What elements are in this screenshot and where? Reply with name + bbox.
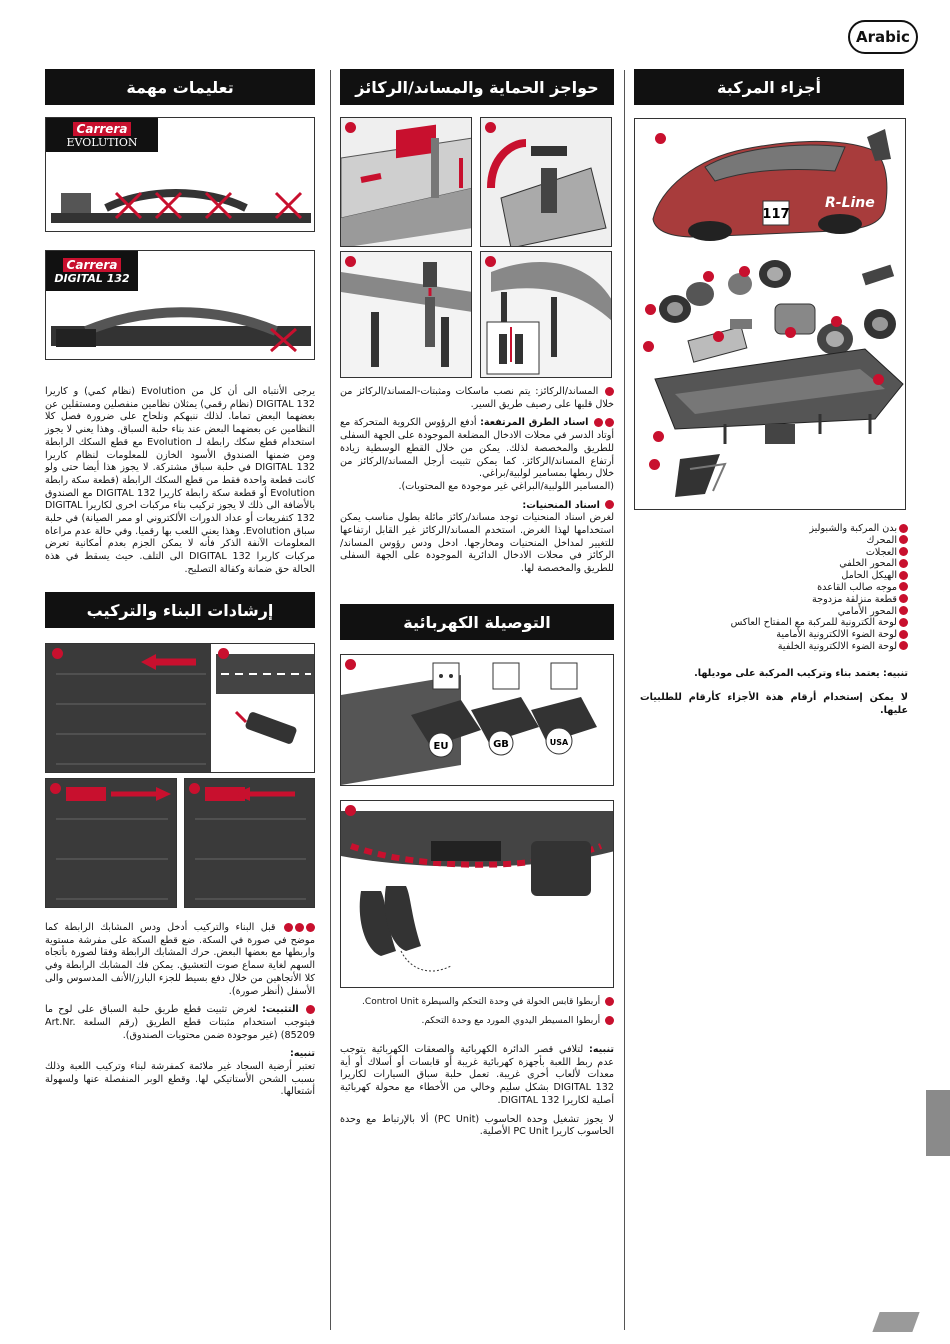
elevated-pier-photo xyxy=(340,251,472,378)
language-badge: Arabic xyxy=(848,20,918,54)
control-unit-photo xyxy=(340,800,614,988)
car-exploded-illustration xyxy=(635,119,906,510)
legend-item: بدن المركبة والشبوليز xyxy=(640,523,908,535)
power-steps: أربطوا قابس الحولة في وحدة التحكم والسيطرة Control Unit. أربطوا المسيطر اليدوي المورد مع وحدة التحكم. xyxy=(340,996,614,1033)
elevated-pier-illustration xyxy=(341,252,472,378)
curve-pier-illustration xyxy=(481,252,612,378)
section-header-important: تعليمات مهمة xyxy=(45,69,315,105)
plug-label-usa: USA xyxy=(549,738,569,747)
guardrail-photo xyxy=(340,117,472,247)
photo-marker xyxy=(50,783,61,794)
clip-slide-illustration-1 xyxy=(46,779,177,908)
photo-marker xyxy=(345,659,356,670)
callout-7 xyxy=(785,327,796,338)
evolution-photo xyxy=(45,117,315,232)
piers-text: المساند/الركائز: يتم نصب ماسكات ومثبتات-المساند/الركائز من خلال قلبها على رصيف طريق السير. اسناد الطرق المرتفعة: أدفع الرؤوس الكروية المتحركة مع أوتاد الدسر في محلات الادخال المضلعة الموجودة على الجهة السفلى للطريق والمخصصة لذلك. يمكن من خلال القطع الوسطية زيادة أرتفاع المساند/الركائز. كما يمكن تثبيت أرجل المساند/الركائز من خلال ربطها بمسامير لولبية/براغي. (المسامير اللولبية/البراغي غير موجودة مع المحتويات). اسناد المنحنيات: لغرض اسناد المنحنيات توجد مساند/ركائز مائلة بطول مناسب يمكن استخدامها لهذا الغرض. استخدم المساند/الركائز غير القابل ارتفاعها للتغيير لمداخل المنحنيات ومخارجها. ادخل ودس رؤوس المساند/الركائز في محلات الادخال الدائرية الموجودة على الجهة السفلى للطريق والمخصصة لها. xyxy=(340,386,614,575)
page-corner-mark xyxy=(872,1312,919,1332)
legend-item: موجه صالب القاعدة xyxy=(640,582,908,594)
photo-marker xyxy=(345,122,356,133)
important-text: يرجى الأنتباه الى أن كل من Evolution (نظام كمي) و كاريرا DIGITAL 132 (نظام رقمي) يمثلان نظامين منفصلين ومستقلين عن بعضهما البعض تماما. لذلك ننبهكم ونلحاح على ضرورة فصل كلا النظامين عن بعضهما البعض عند بناء حلبة السباق. وهذا يعني لا يجوز استخدام قطع سكك رابطة لـ Evolution مع قطع السكك الرابطة ومن ضمنها الصندوق الأسود الخازن للمعلومات لنظام كاريرا DIGITAL 132 في حلبة سباق مشتركة. لا يجوز هذا أيضا حتى ولو كانت قطعة واحدة فقط من قطع السكك الرابطة (قطعة سكة رابطة Evolution أو قطعة سكة رابطة كاريرا DIGITAL 132 مع الصندوق بالأضافة الى ذلك لا يجوز تركيب بناء مركبات اخرى لكاريرا DIGITAL 132 كتفريعات أو عداد الدورات الألكتروني او ممر الصيانة) في حلبة سباق Evolution. وهذا يعني اللعب بها رقميا. وفي حالة عدم مراعاة المعلومات الآنفة الذكر فأنه لا يمكن الجزم بعدم أمكانية تعرض مركبات كاريرا DIGITAL 132 الى التلف. حيث يسقط في هذة الحالة حق ضمانة وكفالة التصليح. xyxy=(45,386,315,575)
callout-9 xyxy=(653,431,664,442)
pier-photo xyxy=(480,117,612,247)
assembly-photo-2 xyxy=(45,778,177,908)
assembly-text: قبل البناء والتركيب أدخل ودس المشابك الرابطة كما موضح في صورة في السكة. ضع قطع السكة على مفرشة مستوية واربطها مع بعضها البعض. حرك المشابك الرابطة وفقا لصورة بأتجاه السهم لغاية سماع صوت التعشيق. يمكن فك المشابك الرابطة وفي كلا الأتجاهين من خلال دفع بسيط للجزء البارز/الأنف المدسوس والى الأسفل (أنظر صورة). التثبيت: لغرض تثبيت قطع طريق حلبة السباق على لوح ما فيتوجب استخدام مثبتات قطع الطريق (رقم السلعة Art.Nr. 85209) (غير موجودة ضمن محتويات الصندوق). تنبيه: تعتبر أرضية السجاد غير ملائمة كمفرشة لبناء وتركيب اللعبة وذلك بسبب الشحن الأستاتيكي لها. وقطع الوبر المنفصلة عنها ولسهولة أشتعالها. xyxy=(45,922,315,1098)
page-tab xyxy=(926,1090,950,1156)
legend-item: الهيكل الحامل xyxy=(640,570,908,582)
legend-item: لوحة الضوء الالكترونية الأمامية xyxy=(640,629,908,641)
plug-label-gb: GB xyxy=(493,739,509,750)
callout-3 xyxy=(703,271,714,282)
curve-pier-photo xyxy=(480,251,612,378)
car-decal: R-Line xyxy=(825,195,875,211)
plug-label-eu: EU xyxy=(433,741,449,752)
callout-6 xyxy=(643,341,654,352)
column-divider xyxy=(624,70,625,1330)
callout-8 xyxy=(831,316,842,327)
photo-marker xyxy=(345,805,356,816)
vehicle-parts-diagram xyxy=(634,118,906,510)
assembly-photo-3 xyxy=(184,778,315,908)
legend-item: العجلات xyxy=(640,547,908,559)
assembly-photo-1 xyxy=(45,643,315,773)
parts-legend xyxy=(640,523,908,653)
legend-item: قطعة منزلقة مزدوجة xyxy=(640,594,908,606)
clip-slide-illustration-2 xyxy=(185,779,315,908)
section-header-power: التوصيلة الكهربائية xyxy=(340,604,614,640)
digital-logo: Carrera DIGITAL 132 xyxy=(46,251,138,291)
callout-5 xyxy=(713,331,724,342)
track-joining-illustration xyxy=(46,644,315,773)
photo-marker xyxy=(218,648,229,659)
column-divider xyxy=(330,70,331,1330)
callout-11 xyxy=(873,374,884,385)
legend-item: المحور الخلفي xyxy=(640,558,908,570)
adapters-illustration xyxy=(341,655,614,786)
section-header-assembly: إرشادات البناء والتركيب xyxy=(45,592,315,628)
photo-marker xyxy=(189,783,200,794)
callout-2 xyxy=(739,266,750,277)
section-header-vehicle-parts: أجزاء المركبة xyxy=(634,69,904,105)
evolution-logo: Carrera EVOLUTION xyxy=(46,118,158,152)
callout-4 xyxy=(645,304,656,315)
section-header-guardrails: حواجز الحماية والمساند/الركائز xyxy=(340,69,614,105)
callout-1 xyxy=(655,133,666,144)
photo-marker xyxy=(485,256,496,267)
callout-10 xyxy=(649,459,660,470)
power-note: تنبيه: لتلافي قصر الدائرة الكهربائية والصعقات الكهربائية يتوجب عدم ربط اللعبة بأجهزة كهربائية غريبة أو قابسات أو أسلاك أو أية معدات لألعاب أخرى غريبة. تعمل حلبة سباق السيارات لكاريرا DIGITAL 132 بشكل سليم وخالي من الأخطاء مع محولة كهربائية أصلية لكاريرا DIGITAL 132. لا يجوز تشغيل وحدة الحاسوب (PC Unit) ألا بالإرتباط مع وحدة الحاسوب كاريرا PC Unit الأصلية. xyxy=(340,1044,614,1138)
guardrail-illustration xyxy=(341,118,472,247)
control-unit-illustration xyxy=(341,801,614,988)
legend-item: المحور الأمامي xyxy=(640,606,908,618)
photo-marker xyxy=(485,122,496,133)
digital-photo xyxy=(45,250,315,360)
order-note: لا يمكن إستخدام أرقام هذة الأجزاء كأرقام للطلبيات عليها. xyxy=(640,692,908,716)
model-note: تنبيه: يعتمد بناء وتركيب المركبة على موديلها. xyxy=(694,668,908,679)
photo-marker xyxy=(345,256,356,267)
pier-illustration xyxy=(481,118,612,247)
legend-item: لوحة الضوء الالكترونية الخلفية xyxy=(640,641,908,653)
car-number: 117 xyxy=(762,207,790,222)
photo-marker xyxy=(52,648,63,659)
adapters-photo xyxy=(340,654,614,786)
legend-item: لوحة الكترونية للمركبة مع المفتاح العاكس xyxy=(640,617,908,629)
legend-item: المحرك xyxy=(640,535,908,547)
